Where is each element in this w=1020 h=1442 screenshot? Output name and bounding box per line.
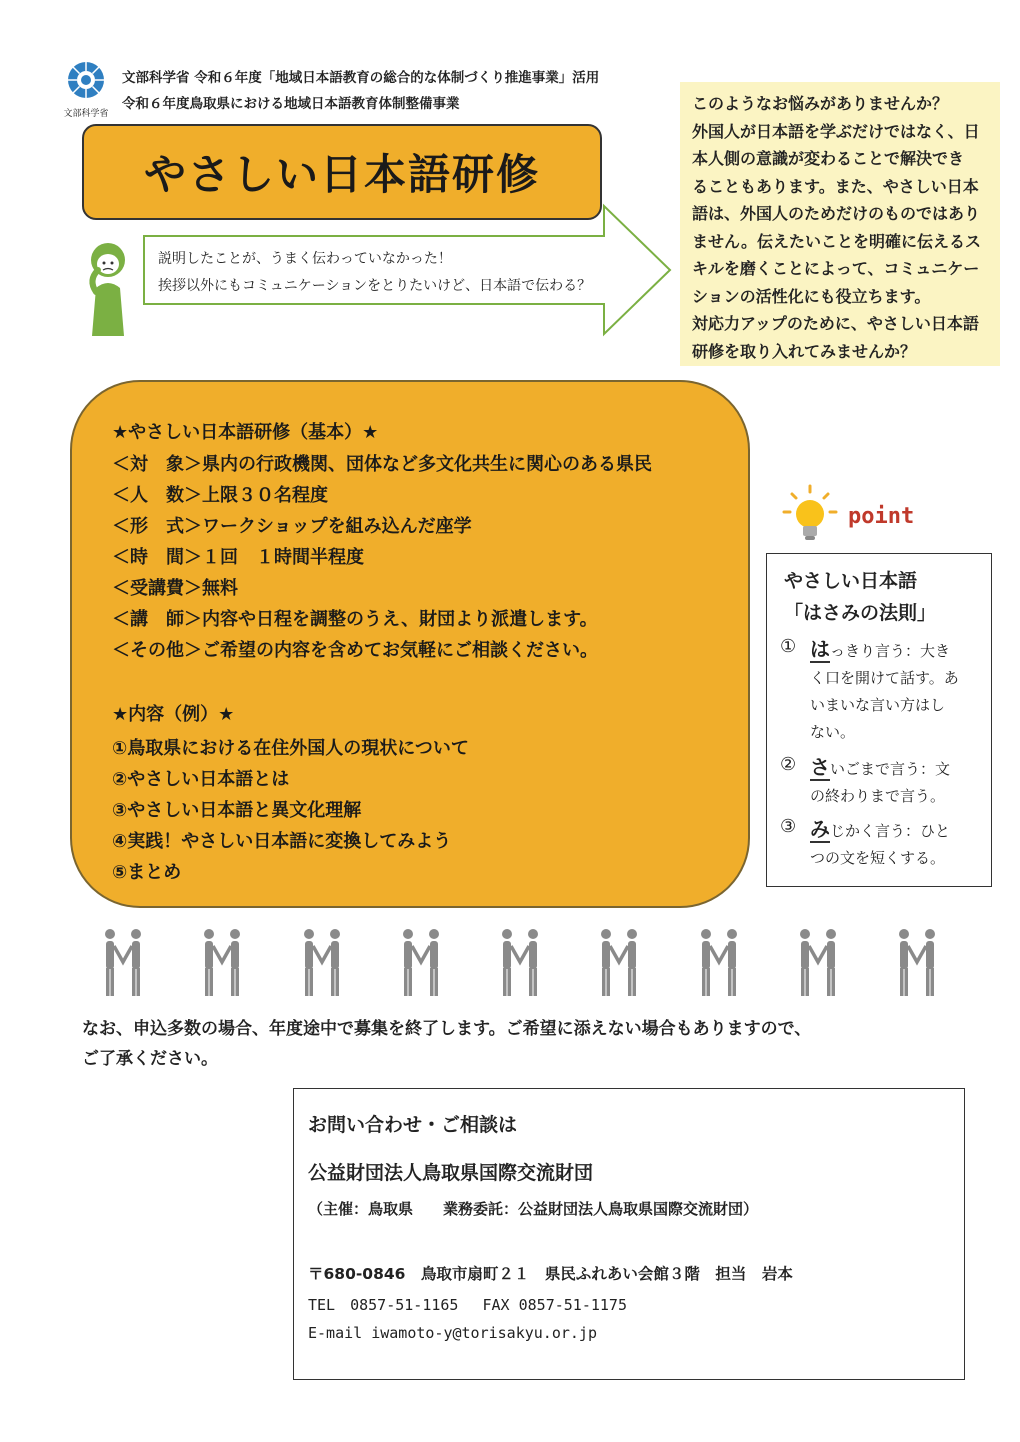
- intro-line: 研修を取り入れてみませんか？: [692, 341, 917, 361]
- point-label: point: [848, 504, 915, 529]
- worried-person-icon: [80, 240, 136, 340]
- mext-logo: [62, 60, 110, 119]
- concern-1: 説明したことが、うまく伝わっていなかった！: [158, 251, 452, 267]
- intro-line: ることもあります。また、やさしい日本: [692, 176, 979, 196]
- logo-caption: 文部科学省: [63, 109, 109, 119]
- notice-line-1: なお、申込多数の場合、年度途中で募集を終了します。ご希望に添えない場合もありますので、: [82, 1019, 812, 1039]
- intro-line: このようなお悩みがありませんか？: [692, 94, 949, 113]
- rule-title-2: 「はさみの法則」: [784, 602, 937, 624]
- rule-number: ①: [780, 636, 797, 657]
- contact-phone: TEL 0857-51-1165 FAX 0857-51-1175: [308, 1296, 627, 1314]
- rule-number: ③: [780, 816, 797, 837]
- basic-item: ＜受講費＞無料: [112, 578, 238, 599]
- handshake-icon: [795, 928, 841, 998]
- intro-line: 語は、外国人のためだけのものではあり: [692, 204, 981, 223]
- basic-item: ＜形 式＞ワークショップを組み込んだ座学: [112, 516, 472, 537]
- rule-text-line: ない。: [810, 723, 856, 741]
- handshake-icon: [696, 928, 742, 998]
- concern-arrow: [138, 200, 678, 340]
- rule-text-line: いまいな言い方はし: [810, 696, 946, 714]
- intro-line: 対応力アップのために、やさしい日本語: [692, 314, 979, 333]
- contact-heading: お問い合わせ・ご相談は: [308, 1114, 518, 1136]
- intro-line: ションの活性化にも役立ちます。: [692, 286, 931, 306]
- rule-text-line: く口を開けて話す。あ: [810, 669, 959, 687]
- handshake-icon: [596, 928, 642, 998]
- rule-initial: さ: [810, 755, 830, 779]
- content-item: ④実践！やさしい日本語に変換してみよう: [112, 831, 452, 852]
- intro-line: 外国人が日本語を学ぶだけではなく、日: [692, 121, 980, 141]
- contact-address: 〒680-0846 鳥取市扇町２１ 県民ふれあい会館３階 担当 岩本: [308, 1265, 793, 1283]
- intro-line: ません。伝えたいことを明確に伝えるス: [692, 231, 981, 251]
- rule-text-line: つの文を短くする。: [810, 849, 946, 867]
- rule-text-line: じかく言う：ひと: [830, 822, 951, 840]
- lightbulb-icon: [782, 484, 838, 544]
- contact-org: 公益財団法人鳥取県国際交流財団: [308, 1162, 594, 1184]
- rule-title-1: やさしい日本語: [784, 570, 918, 592]
- content-item: ③やさしい日本語と異文化理解: [112, 800, 362, 821]
- mext-emblem-icon: [66, 60, 106, 100]
- basic-item: ＜時 間＞１回 １時間半程度: [112, 547, 364, 568]
- rule-number: ②: [780, 754, 797, 775]
- handshake-icon: [894, 928, 940, 998]
- basic-item: ＜人 数＞上限３０名程度: [112, 485, 328, 506]
- handshake-icon: [299, 928, 345, 998]
- notice-line-2: ご了承ください。: [82, 1049, 218, 1069]
- contact-email[interactable]: E-mail iwamoto-y@torisakyu.or.jp: [308, 1324, 597, 1342]
- handshake-icon: [100, 928, 146, 998]
- basic-heading: ★やさしい日本語研修（基本）★: [112, 422, 379, 443]
- contact-sponsor: （主催：鳥取県 業務委託：公益財団法人鳥取県国際交流財団）: [308, 1200, 759, 1218]
- rule-initial: は: [810, 637, 830, 661]
- rule-1: [780, 636, 985, 746]
- rule-text-line: の終わりまで言う。: [810, 787, 946, 805]
- sponsor-line-1: 文部科学省 令和６年度「地域日本語教育の総合的な体制づくり推進事業」活用: [122, 70, 600, 86]
- content-item: ②やさしい日本語とは: [112, 769, 290, 790]
- intro-box: [680, 82, 1000, 366]
- content-heading: ★内容（例）★: [112, 704, 235, 725]
- concern-2: 挨拶以外にもコミュニケーションをとりたいけど、日本語で伝わる？: [158, 278, 592, 294]
- rule-text-line: いごまで言う：文: [830, 760, 951, 778]
- basic-item: ＜講 師＞内容や日程を調整のうえ、財団より派遣します。: [112, 609, 598, 630]
- rule-initial: み: [810, 817, 830, 841]
- intro-line: 本人側の意識が変わることで解決でき: [692, 149, 965, 168]
- basic-item: ＜その他＞ご希望の内容を含めてお気軽にご相談ください。: [112, 640, 598, 661]
- basic-item: ＜対 象＞県内の行政機関、団体など多文化共生に関心のある県民: [112, 454, 652, 475]
- rule-2: [780, 754, 985, 810]
- handshake-icon: [398, 928, 444, 998]
- handshake-icon: [199, 928, 245, 998]
- handshake-icon: [497, 928, 543, 998]
- rule-3: [780, 816, 985, 872]
- sponsor-line-2: 令和６年度鳥取県における地域日本語教育体制整備事業: [122, 96, 460, 112]
- content-item: ⑤まとめ: [112, 862, 182, 883]
- page-title: やさしい日本語研修: [143, 150, 540, 199]
- handshake-row: [100, 928, 940, 998]
- intro-line: キルを磨くことによって、コミュニケー: [692, 259, 980, 278]
- content-item: ①鳥取県における在住外国人の現状について: [112, 738, 469, 759]
- rule-text-line: っきり言う：大き: [830, 642, 951, 660]
